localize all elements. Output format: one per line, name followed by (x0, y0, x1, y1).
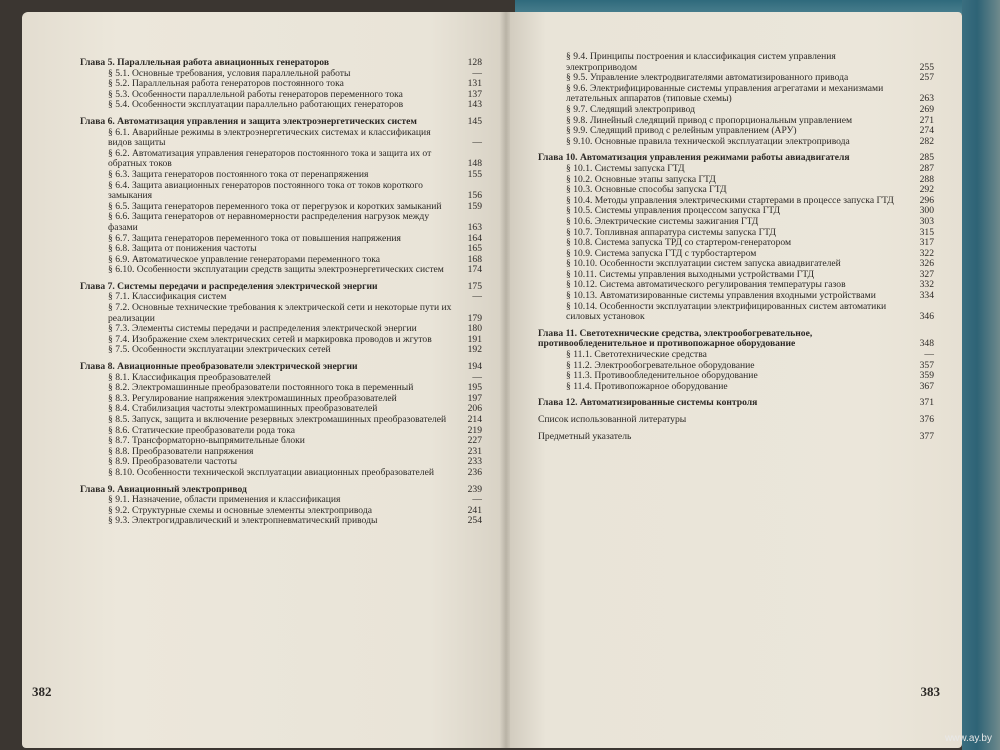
toc-entry-page: 322 (919, 247, 934, 259)
toc-entry-title: § 8.6. Статические преобразователи рода тока (108, 424, 296, 436)
toc-entry-page: 219 (467, 424, 482, 436)
toc-entry-page: 194 (467, 361, 482, 373)
toc-section (566, 52, 934, 73)
toc-entry-title: Список использованной литературы (538, 414, 687, 425)
toc-entry-page: 156 (467, 190, 482, 202)
toc-entry-page: 292 (919, 184, 934, 196)
toc-entry-title: § 10.7. Топливная аппаратура системы запуска ГТД (566, 226, 776, 238)
toc-chapter (538, 398, 934, 409)
toc-entry-page: 195 (467, 382, 482, 394)
toc-section (566, 105, 934, 116)
toc-entry (538, 415, 934, 426)
toc-entry-page: 191 (467, 333, 482, 345)
toc-entry-page: 214 (467, 414, 482, 425)
toc-entry-page: 326 (919, 258, 934, 270)
toc-entry-page: 303 (919, 215, 934, 227)
toc-entry-title: § 8.4. Стабилизация частоты электромашинных преобразователей (108, 403, 378, 415)
toc-entry-title: § 9.8. Линейный следящий привод с пропорциональным управлением (566, 114, 853, 126)
toc-section (566, 164, 934, 175)
toc-entry-title: § 10.9. Система запуска ГТД с турбостартером (566, 247, 757, 259)
toc-entry (538, 432, 934, 443)
toc-entry-title: § 11.1. Светотехнические средства (566, 349, 707, 361)
toc-section (108, 265, 482, 276)
toc-entry-page: 285 (919, 152, 934, 164)
toc-entry-page: 271 (919, 114, 934, 126)
left-toc (80, 52, 482, 527)
toc-section (566, 217, 934, 228)
toc-entry-title: § 7.3. Элементы системы передачи и распределения электрической энергии (108, 323, 417, 335)
toc-entry-page: 257 (919, 72, 934, 84)
toc-entry-title: § 9.5. Управление электродвигателями автоматизированного привода (566, 72, 849, 84)
toc-entry-page: 128 (467, 57, 482, 68)
toc-entry-title: § 6.1. Аварийные режимы в электроэнергетических системах и классификация видов защиты (108, 126, 431, 149)
toc-entry-page: — (472, 67, 482, 79)
toc-entry-title: § 8.5. Запуск, защита и включение резервных электромашинных преобразователей (108, 414, 447, 425)
toc-entry-page: 239 (467, 483, 482, 495)
toc-entry-title: § 8.7. Трансформаторно-выпрямительные блоки (108, 435, 305, 447)
toc-section (108, 415, 482, 426)
toc-entry-title: § 10.13. Автоматизированные системы управления входными устройствами (566, 290, 876, 302)
toc-section (566, 302, 934, 323)
toc-entry-page: 179 (467, 312, 482, 324)
toc-entry-page: 231 (467, 445, 482, 457)
toc-entry-page: 192 (467, 344, 482, 356)
toc-entry-page: 148 (467, 158, 482, 170)
toc-entry-title: § 5.2. Параллельная работа генераторов постоянного тока (108, 78, 344, 90)
toc-entry-title: § 11.4. Противопожарное оборудование (566, 380, 728, 392)
toc-chapter (80, 58, 482, 69)
toc-entry-page: 163 (467, 221, 482, 233)
toc-entry-title: § 8.1. Классификация преобразователей (108, 371, 271, 383)
toc-entry-page: 334 (919, 290, 934, 302)
toc-entry-page: 174 (467, 264, 482, 276)
toc-entry-title: Глава 6. Автоматизация управления и защита электроэнергетических систем (80, 115, 417, 127)
toc-section (108, 468, 482, 479)
toc-entry-title: § 8.10. Особенности технической эксплуатации авиационных преобразователей (108, 466, 434, 478)
toc-section (108, 181, 482, 202)
toc-entry-title: § 8.2. Электромашинные преобразователи постоянного тока в переменный (108, 382, 414, 394)
toc-entry-title: § 9.2. Структурные схемы и основные элементы электропривода (108, 504, 372, 516)
toc-entry-title: § 9.7. Следящий электропривод (566, 103, 696, 115)
toc-entry-title: § 10.11. Системы управления выходными устройствами ГТД (566, 268, 815, 280)
toc-entry-page: 332 (919, 279, 934, 291)
toc-entry-page: 137 (467, 88, 482, 100)
toc-entry-page: 236 (467, 466, 482, 478)
toc-entry-title: § 6.5. Защита генераторов переменного тока от перегрузок и коротких замыканий (108, 200, 442, 212)
toc-section (108, 128, 482, 149)
toc-entry-title: § 5.4. Особенности эксплуатации параллельно работающих генераторов (108, 99, 404, 111)
toc-entry-title: § 9.3. Электрогидравлический и электропневматический приводы (108, 515, 378, 527)
toc-entry-title: § 9.4. Принципы построения и классификация систем управления электроприводом (566, 51, 836, 73)
toc-entry-title: § 10.5. Системы управления процессом запуска ГТД (566, 205, 781, 217)
toc-entry-title: Глава 7. Системы передачи и распределения электрической энергии (80, 280, 378, 292)
toc-section (108, 303, 482, 324)
toc-entry-page: 287 (919, 162, 934, 174)
toc-entry-title: Глава 11. Светотехнические средства, электрообогревательное, противообледенительное и противопожарное оборудование (538, 327, 813, 350)
toc-entry-title: § 9.1. Назначение, области применения и классификация (108, 494, 341, 506)
toc-section (108, 516, 482, 527)
toc-entry-page: 263 (919, 93, 934, 105)
toc-chapter (538, 329, 934, 350)
toc-entry-page: 359 (919, 370, 934, 382)
toc-entry-page: 300 (919, 205, 934, 217)
toc-entry-title: § 10.3. Основные способы запуска ГТД (566, 184, 727, 196)
toc-entry-title: § 10.4. Методы управления электрическими стартерами в процессе запуска ГТД (566, 194, 894, 206)
toc-entry-page: 143 (467, 99, 482, 111)
toc-entry-title: § 6.7. Защита генераторов переменного тока от повышения напряжения (108, 232, 401, 244)
toc-entry-page: 274 (919, 125, 934, 137)
toc-entry-title: Глава 8. Авиационные преобразователи электрической энергии (80, 361, 358, 373)
toc-entry-title: § 10.10. Особенности эксплуатации систем запуска авиадвигателей (566, 258, 841, 270)
toc-entry-page: 288 (919, 173, 934, 185)
toc-entry-title: Предметный указатель (538, 430, 632, 442)
toc-chapter (80, 117, 482, 128)
toc-section (566, 382, 934, 393)
toc-entry-page: 155 (467, 168, 482, 180)
toc-entry-title: § 11.2. Электрообогревательное оборудование (566, 359, 755, 371)
toc-entry-title: Глава 5. Параллельная работа авиационных генераторов (80, 57, 330, 68)
toc-entry-page: 175 (467, 280, 482, 292)
toc-entry-title: § 7.2. Основные технические требования к электрической сети и некоторые пути их реализации (108, 302, 452, 324)
toc-entry-title: § 9.6. Электрифицированные системы управления агрегатами и механизмами летательных аппаратов (типовые схемы) (566, 82, 884, 105)
right-toc (538, 52, 934, 442)
toc-entry-page: — (472, 494, 482, 506)
toc-section (108, 149, 482, 170)
toc-entry-page: 233 (467, 456, 482, 468)
toc-entry-page: 315 (919, 226, 934, 238)
toc-entry-title: § 5.1. Основные требования, условия параллельной работы (108, 67, 351, 79)
toc-entry-title: § 8.9. Преобразователи частоты (108, 456, 238, 468)
toc-entry-title: § 10.6. Электрические системы зажигания ГТД (566, 215, 759, 227)
toc-entry-page: — (472, 291, 482, 303)
toc-entry-page: 348 (919, 338, 934, 350)
toc-entry-page: 269 (919, 103, 934, 115)
toc-entry-title: § 6.9. Автоматическое управление генераторами переменного тока (108, 253, 381, 265)
toc-entry-page: 327 (919, 268, 934, 280)
toc-entry-title: § 9.10. Основные правила технической эксплуатации электропривода (566, 135, 850, 147)
toc-entry-title: § 6.8. Защита от понижения частоты (108, 243, 257, 255)
toc-section (566, 137, 934, 148)
toc-entry-page: 227 (467, 435, 482, 447)
toc-entry-title: § 10.14. Особенности эксплуатации электрифицированных систем автоматики силовых установок (566, 300, 887, 323)
toc-entry-page: 357 (919, 359, 934, 371)
toc-entry-title: § 8.8. Преобразователи напряжения (108, 445, 254, 457)
toc-section (108, 345, 482, 356)
toc-entry-page: 197 (467, 392, 482, 404)
left-page (22, 12, 502, 748)
toc-entry-title: § 10.1. Системы запуска ГТД (566, 162, 685, 174)
toc-entry-page: 180 (467, 323, 482, 335)
toc-entry-page: 346 (919, 311, 934, 323)
toc-entry-title: § 6.3. Защита генераторов постоянного тока от перенапряжения (108, 168, 369, 180)
toc-entry-page: — (924, 349, 934, 361)
toc-entry-title: Глава 9. Авиационный электропривод (80, 483, 247, 495)
toc-entry-title: § 10.12. Система автоматического регулирования температуры газов (566, 279, 846, 291)
toc-entry-title: § 6.10. Особенности эксплуатации средств защиты электроэнергетических систем (108, 264, 444, 276)
toc-entry-page: 206 (467, 403, 482, 415)
toc-entry-title: § 6.4. Защита авиационных генераторов постоянного тока от токов короткого замыкания (108, 179, 423, 202)
toc-entry-page: 131 (467, 78, 482, 90)
book-cover-edge (962, 0, 1000, 750)
toc-entry-title: § 7.1. Классификация систем (108, 291, 227, 303)
toc-entry-page: 164 (467, 232, 482, 244)
toc-entry-title: § 9.9. Следящий привод с релейным управлением (АРУ) (566, 125, 797, 137)
right-page (510, 12, 962, 748)
toc-entry-page: 296 (919, 194, 934, 206)
toc-section (566, 84, 934, 105)
toc-entry-title: Глава 10. Автоматизация управления режимами работы авиадвигателя (538, 152, 850, 164)
toc-entry-page: 145 (467, 115, 482, 127)
toc-entry-page: — (472, 137, 482, 149)
toc-entry-page: 255 (919, 61, 934, 73)
toc-entry-page: 168 (467, 253, 482, 265)
toc-entry-title: § 7.4. Изображение схем электрических сетей и маркировка проводов и жгутов (108, 333, 432, 345)
toc-entry-title: § 7.5. Особенности эксплуатации электрических сетей (108, 344, 331, 356)
toc-entry-page: 377 (919, 430, 934, 442)
toc-entry-page: 254 (467, 515, 482, 527)
toc-entry-page: 317 (919, 237, 934, 249)
watermark: www.ay.by (944, 733, 992, 744)
toc-section (108, 100, 482, 111)
toc-entry-page: 376 (919, 414, 934, 425)
toc-entry-page: 165 (467, 243, 482, 255)
toc-section (108, 170, 482, 181)
toc-entry-page: 367 (919, 380, 934, 392)
toc-entry-title: § 6.2. Автоматизация управления генераторов постоянного тока и защита их от обратных токов (108, 147, 432, 170)
toc-entry-title: § 6.6. Защита генераторов от неравномерности распределения нагрузок между фазами (108, 211, 430, 233)
toc-entry-title: Глава 12. Автоматизированные системы контроля (538, 397, 758, 409)
left-page-number: 382 (32, 684, 52, 699)
toc-entry-page: 241 (467, 504, 482, 516)
toc-entry-title: § 10.8. Система запуска ТРД со стартером-генератором (566, 237, 792, 249)
toc-entry-title: § 5.3. Особенности параллельной работы генераторов переменного тока (108, 88, 403, 100)
right-page-number: 383 (920, 684, 940, 699)
toc-entry-page: 282 (919, 135, 934, 147)
toc-entry-page: 159 (467, 200, 482, 212)
toc-entry-title: § 10.2. Основные этапы запуска ГТД (566, 173, 716, 185)
toc-section (108, 212, 482, 233)
toc-entry-page: 371 (919, 397, 934, 409)
toc-entry-title: § 8.3. Регулирование напряжения электромашинных преобразователей (108, 392, 397, 404)
toc-entry-title: § 11.3. Противообледенительное оборудование (566, 370, 758, 382)
toc-entry-page: — (472, 371, 482, 383)
